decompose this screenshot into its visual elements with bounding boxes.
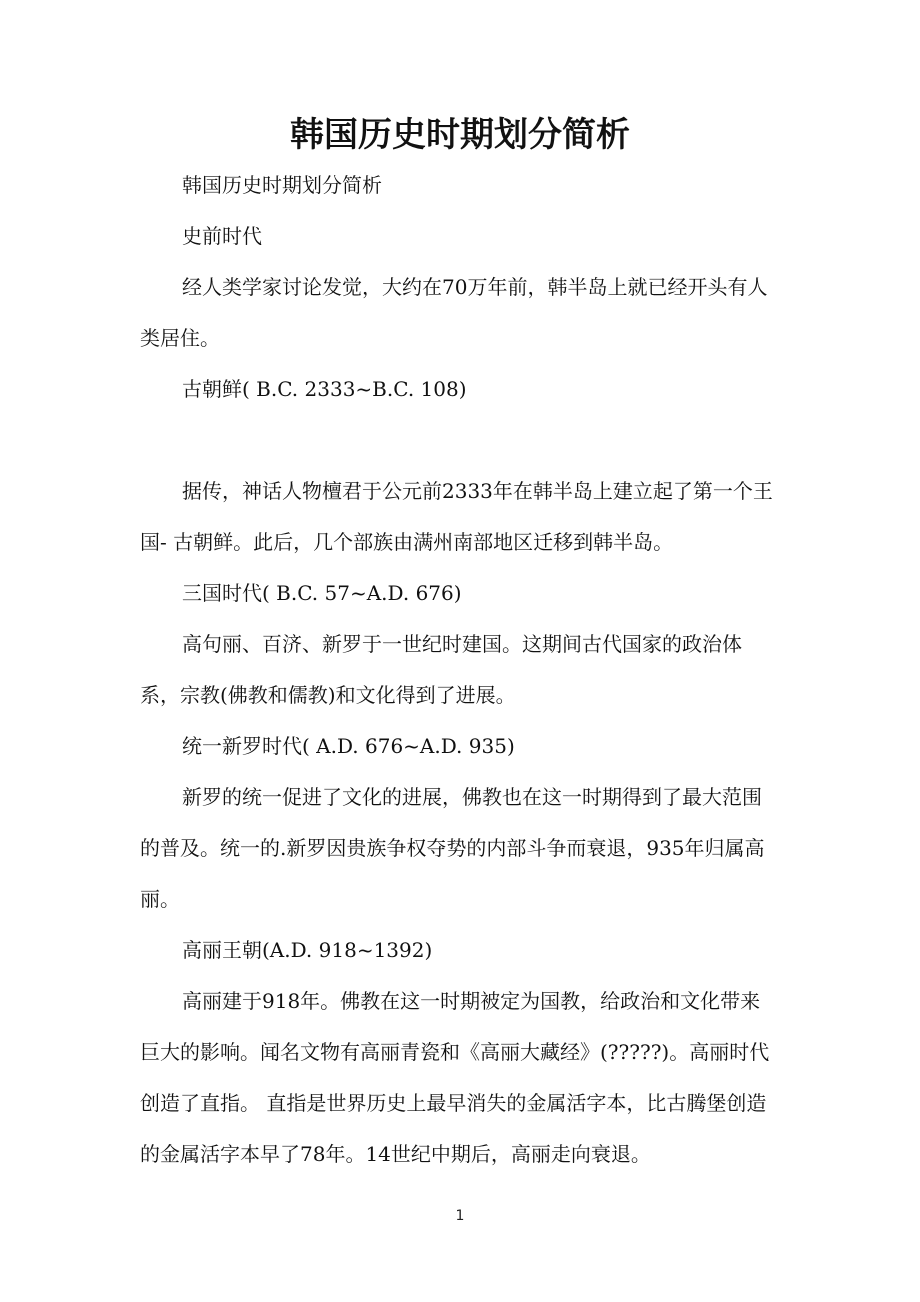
paragraph-three-kingdoms: 高句丽、百济、新罗于一世纪时建国。这期间古代国家的政治体系，宗教(佛教和儒教)和文化得到了进展。 — [140, 632, 742, 707]
section-heading-prehistoric: 史前时代 — [182, 224, 262, 248]
paragraph-prehistoric: 经人类学家讨论发觉，大约在70万年前，韩半岛上就已经开头有人类居住。 — [140, 275, 768, 350]
document-subtitle: 韩国历史时期划分简析 — [182, 173, 382, 197]
section-heading-unified-silla: 统一新罗时代( A.D. 676~A.D. 935) — [182, 734, 515, 758]
paragraph-spacer — [140, 415, 778, 466]
paragraph-unified-silla: 新罗的统一促进了文化的进展，佛教也在这一时期得到了最大范围的普及。统一的.新罗因贵族争权夺势的内部斗争而衰退，935年归属高丽。 — [140, 785, 765, 911]
page-number: 1 — [455, 1208, 465, 1224]
section-heading-goryeo: 高丽王朝(A.D. 918~1392) — [182, 938, 433, 962]
page-title: 韩国历史时期划分简析 — [290, 115, 630, 155]
section-heading-gojoseon — [140, 364, 778, 415]
paragraph-gojoseon: 据传，神话人物檀君于公元前2333年在韩半岛上建立起了第一个王国- 古朝鲜。此后，几个部族由满州南部地区迁移到韩半岛。 — [140, 479, 773, 554]
paragraph-goryeo: 高丽建于918年。佛教在这一时期被定为国教，给政治和文化带来巨大的影响。闻名文物有高丽青瓷和《高丽大藏经》(?????)。高丽时代创造了直指。 直指是世界历史上最早消失的金属活字本，比古腾堡创造的金属活字本早了78年。14世纪中期后，高丽走向衰退。 — [140, 989, 770, 1166]
document-body — [140, 160, 778, 1180]
section-heading-gojoseon-text: 古朝鲜( B.C. 2333~B.C. 108) — [182, 377, 467, 401]
section-heading-three-kingdoms: 三国时代( B.C. 57~A.D. 676) — [182, 581, 462, 605]
